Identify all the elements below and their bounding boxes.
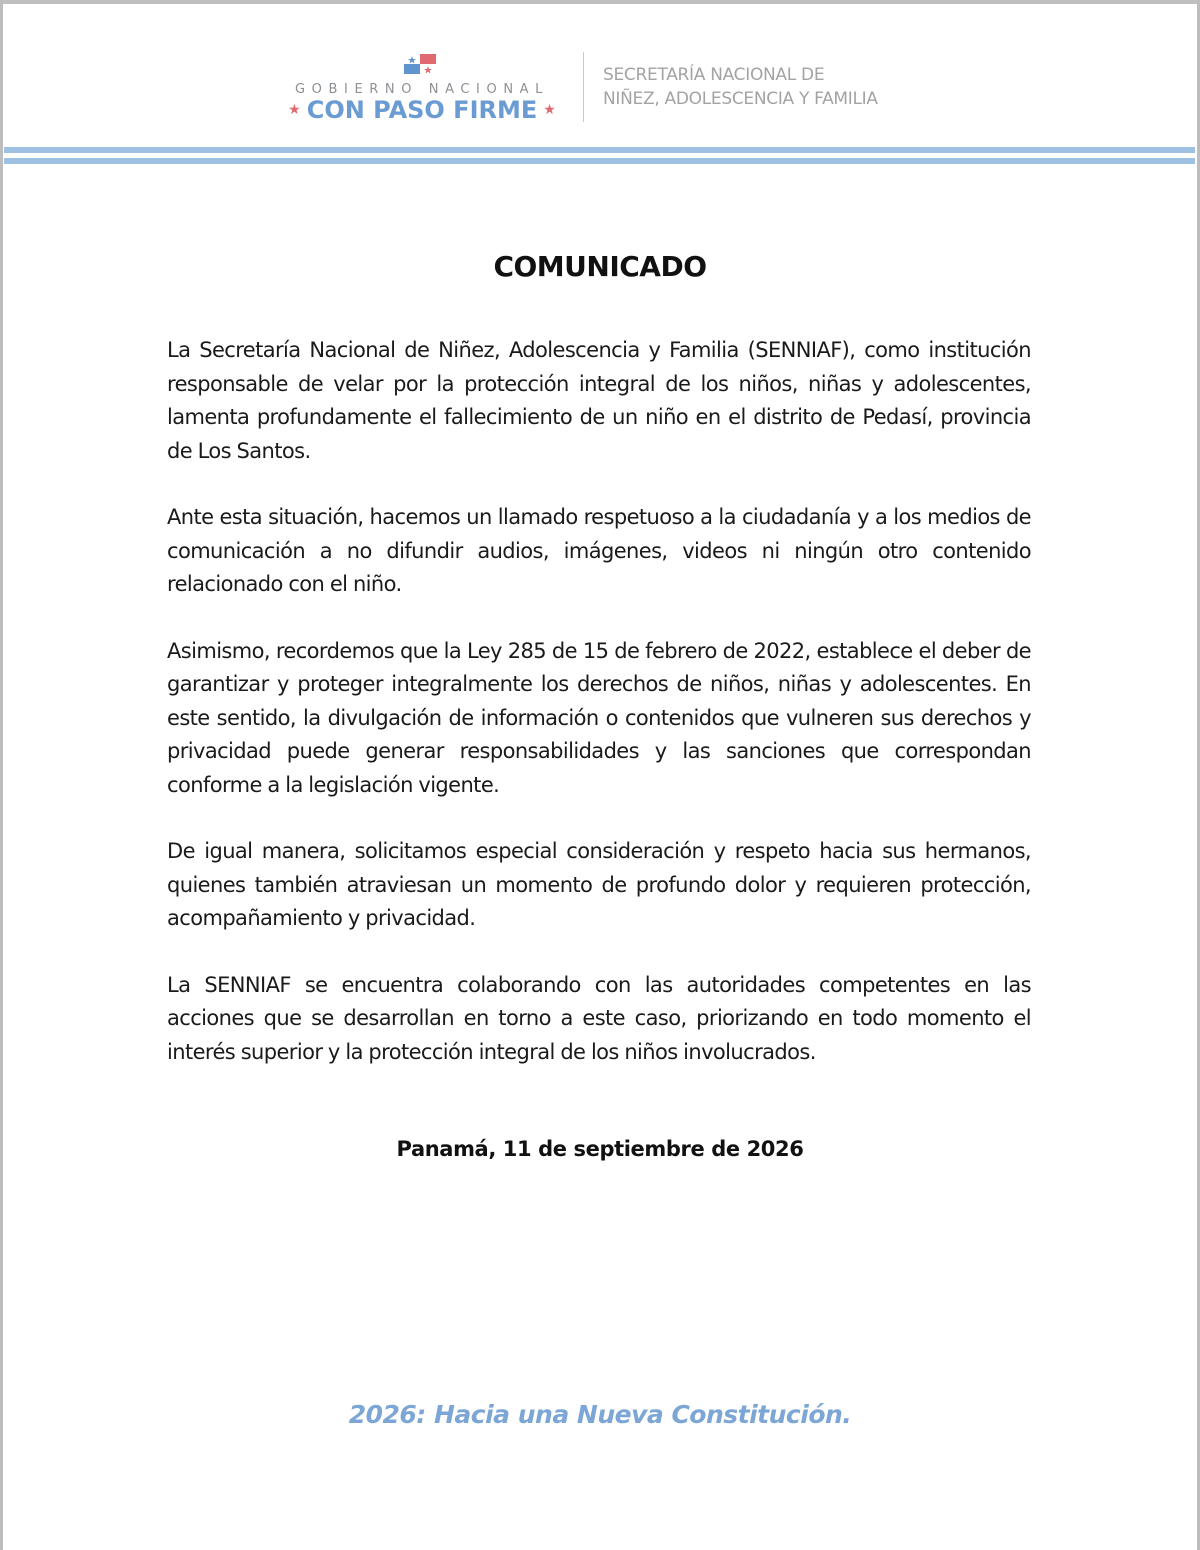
header-divider (583, 52, 584, 122)
header-stripe-top (4, 147, 1195, 153)
slogan-row (272, 96, 572, 128)
star-right-icon: ★ (543, 102, 556, 118)
header-stripe-bottom (4, 158, 1195, 164)
document-date: Panamá, 11 de septiembre de 2026 (396, 1137, 804, 1161)
document-title: COMUNICADO (493, 250, 707, 283)
letterhead (0, 0, 1200, 170)
page-border-left (0, 0, 3, 1550)
secretaria-line-2: NIÑEZ, ADOLESCENCIA Y FAMILIA (603, 89, 878, 109)
paragraph-2: Ante esta situación, hacemos un llamado respetuoso a la ciudadanía y a los medios de comunicación a no difundir audios, imágenes, videos ni ningún otro contenido relacionado con el niño. (167, 505, 1031, 596)
paragraph-1: La Secretaría Nacional de Niñez, Adolescencia y Familia (SENNIAF), como institución responsable de velar por la protección integral de los niños, niñas y adolescentes, lamenta profundamente el fallecimiento de un niño en el distrito de Pedasí, provincia de Los Santos. (167, 338, 1031, 463)
government-logo (272, 50, 572, 130)
paragraph-5: La SENNIAF se encuentra colaborando con las autoridades competentes en las acciones que se desarrollan en torno a este caso, priorizando en todo momento el interés superior y la protección integral de los niños involucrados. (167, 972, 1031, 1064)
secretaria-line-1: SECRETARÍA NACIONAL DE (603, 65, 825, 85)
star-left-icon: ★ (288, 102, 301, 118)
paragraph-4: De igual manera, solicitamos especial consideración y respeto hacia sus hermanos, quienes también atraviesan un momento de profundo dolor y requieren protección, acompañamiento y privacidad. (167, 839, 1031, 930)
gobierno-nacional-text: GOBIERNO NACIONAL (295, 82, 549, 97)
slogan-text: CON PASO FIRME (306, 96, 538, 124)
paragraph-3: Asimismo, recordemos que la Ley 285 de 15 de febrero de 2022, establece el deber de garantizar y proteger integralmente los derechos de niños, niñas y adolescentes. En este sentido, la divulgación de información o contenidos que vulneren sus derechos y privacidad puede generar responsabilidades y las sanciones que correspondan conforme a la legislación vigente. (167, 638, 1031, 797)
secretaria-name (603, 63, 983, 113)
document-body (167, 334, 1031, 1102)
panama-flag-icon (404, 54, 436, 74)
footer-motto: 2026: Hacia una Nueva Constitución. (348, 1400, 852, 1429)
